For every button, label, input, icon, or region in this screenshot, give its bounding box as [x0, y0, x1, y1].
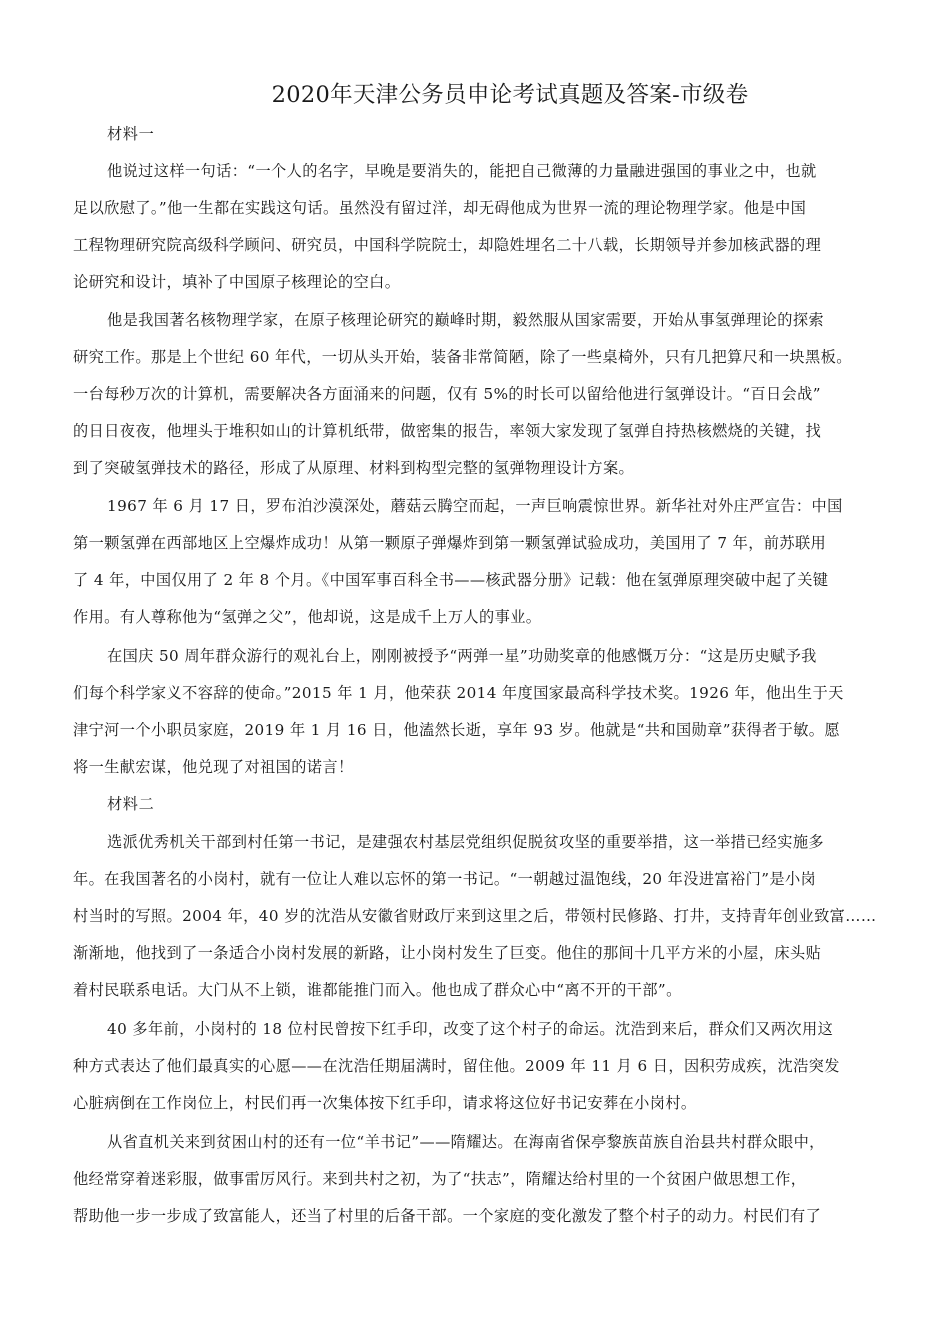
paragraph-line: 1967 年 6 月 17 日，罗布泊沙漠深处，蘑菇云腾空而起，一声巨响震惊世界。新华社对外庄严宣告：中国	[107, 497, 843, 515]
paragraph-line: 种方式表达了他们最真实的心愿——在沈浩任期届满时，留住他。2009 年 11 月 6 日，因积劳成疾，沈浩突发	[73, 1057, 840, 1075]
paragraph-line: 将一生献宏谋，他兑现了对祖国的诺言！	[73, 758, 354, 776]
paragraph-line: 他是我国著名核物理学家，在原子核理论研究的巅峰时期，毅然服从国家需要，开始从事氢弹理论的探索	[107, 311, 825, 329]
paragraph-line: 帮助他一步一步成了致富能人，还当了村里的后备干部。一个家庭的变化激发了整个村子的动力。村民们有了	[73, 1207, 822, 1225]
paragraph-line: 心脏病倒在工作岗位上，村民们再一次集体按下红手印，请求将这位好书记安葬在小岗村。	[73, 1094, 697, 1112]
paragraph-line: 第一颗氢弹在西部地区上空爆炸成功！从第一颗原子弹爆炸到第一颗氢弹试验成功，美国用了 7 年，前苏联用	[73, 534, 827, 552]
paragraph-line: 津宁河一个小职员家庭，2019 年 1 月 16 日，他溘然长逝，享年 93 岁。他就是“共和国勋章”获得者于敏。愿	[73, 721, 840, 739]
paragraph-line: 论研究和设计，填补了中国原子核理论的空白。	[73, 273, 401, 291]
paragraph-line: 足以欣慰了。”他一生都在实践这句话。虽然没有留过洋，却无碍他成为世界一流的理论物理学家。他是中国	[73, 199, 807, 217]
paragraph-line: 工程物理研究院高级科学顾问、研究员，中国科学院院士，却隐姓埋名二十八载，长期领导并参加核武器的理	[73, 236, 822, 254]
paragraph-line: 了 4 年，中国仅用了 2 年 8 个月。《中国军事百科全书——核武器分册》记载：他在氢弹原理突破中起了关键	[73, 571, 829, 589]
document-title: 2020年天津公务员申论考试真题及答案-市级卷	[271, 82, 749, 108]
paragraph-line: 在国庆 50 周年群众游行的观礼台上，刚刚被授予“两弹一星”功勋奖章的他感慨万分：“这是历史赋予我	[107, 647, 817, 665]
paragraph-line: 着村民联系电话。大门从不上锁，谁都能推门而入。他也成了群众心中“离不开的干部”。	[73, 981, 682, 999]
paragraph-line: 的日日夜夜，他埋头于堆积如山的计算机纸带，做密集的报告，率领大家发现了氢弹自持热核燃烧的关键，找	[73, 422, 822, 440]
paragraph-line: 作用。有人尊称他为“氢弹之父”，他却说，这是成千上万人的事业。	[73, 608, 542, 626]
paragraph-line: 选派优秀机关干部到村任第一书记，是建强农村基层党组织促脱贫攻坚的重要举措，这一举措已经实施多	[107, 833, 825, 851]
paragraph-line: 40 多年前，小岗村的 18 位村民曾按下红手印，改变了这个村子的命运。沈浩到来后，群众们又两次用这	[107, 1020, 834, 1038]
paragraph-line: 年。在我国著名的小岗村，就有一位让人难以忘怀的第一书记。“一朝越过温饱线，20 年没进富裕门”是小岗	[73, 870, 817, 888]
section-heading-material-2: 材料二	[107, 795, 155, 813]
paragraph-line: 们每个科学家义不容辞的使命。”2015 年 1 月，他荣获 2014 年度国家最高科学技术奖。1926 年，他出生于天	[73, 684, 844, 702]
paragraph-line: 他经常穿着迷彩服，做事雷厉风行。来到共村之初，为了“扶志”，隋耀达给村里的一个贫困户做思想工作，	[73, 1170, 807, 1188]
paragraph-line: 到了突破氢弹技术的路径，形成了从原理、材料到构型完整的氢弹物理设计方案。	[73, 459, 635, 477]
paragraph-line: 研究工作。那是上个世纪 60 年代，一切从头开始，装备非常简陋，除了一些桌椅外，只有几把算尺和一块黑板。	[73, 348, 852, 366]
section-heading-material-1: 材料一	[107, 125, 155, 143]
paragraph-line: 他说过这样一句话：“一个人的名字，早晚是要消失的，能把自己微薄的力量融进强国的事业之中，也就	[107, 162, 817, 180]
paragraph-line: 一台每秒万次的计算机，需要解决各方面涌来的问题，仅有 5%的时长可以留给他进行氢弹设计。“百日会战”	[73, 385, 821, 403]
paragraph-line: 村当时的写照。2004 年，40 岁的沈浩从安徽省财政厅来到这里之后，带领村民修路、打井，支持青年创业致富……	[73, 907, 877, 925]
paragraph-line: 渐渐地，他找到了一条适合小岗村发展的新路，让小岗村发生了巨变。他住的那间十几平方米的小屋，床头贴	[73, 944, 822, 962]
paragraph-line: 从省直机关来到贫困山村的还有一位“羊书记”——隋耀达。在海南省保亭黎族苗族自治县共村群众眼中，	[107, 1133, 825, 1151]
